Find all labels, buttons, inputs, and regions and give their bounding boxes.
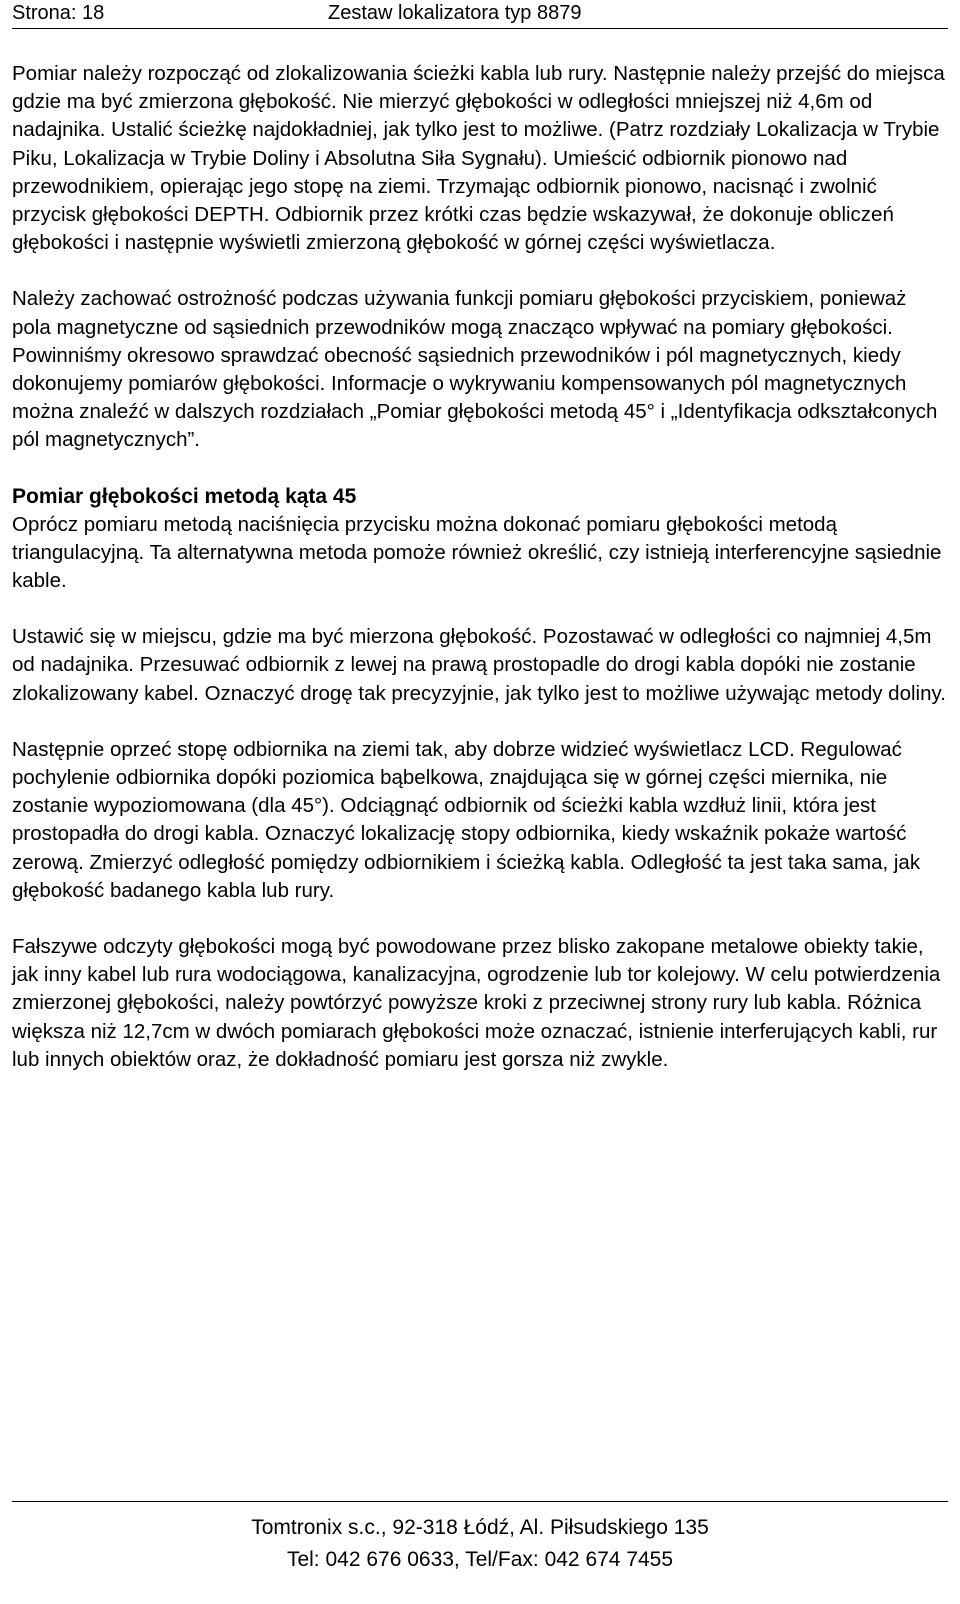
document-title: Zestaw lokalizatora typ 8879 — [328, 2, 582, 24]
paragraph-positioning: Ustawić się w miejscu, gdzie ma być mierzona głębokość. Pozostawać w odległości co najmniej 4,5m od nadajnika. Przesuwać odbiornik z lewej na prawą prostopadle do drogi kabla dopóki nie zostanie zlokalizowany kabel. Oznaczyć drogę tak precyzyjnie, jak tylko jest to możliwe używając metody doliny. — [12, 625, 946, 705]
page-number: Strona: 18 — [12, 2, 105, 24]
paragraph-false-readings: Fałszywe odczyty głębokości mogą być powodowane przez blisko zakopane metalowe obiekty takie, jak inny kabel lub rura wodociągowa, kanalizacyjna, ogrodzenie lub tor kolejowy. W celu potwierdzenia zmierzonej głębokości, należy powtórzyć powyższe kroki z przeciwnej strony rury lub kabla. Różnica większa niż 12,7cm w dwóch pomiarach głębokości może oznaczać, istnienie interferujących kabli, rur lub innych obiektów oraz, że dokładność pomiaru jest gorsza niż zwykle. — [12, 935, 941, 1071]
footer-phone: Tel: 042 676 0633, Tel/Fax: 042 674 7455 — [286, 1548, 674, 1571]
paragraph-tilt-procedure: Następnie oprzeć stopę odbiornika na ziemi tak, aby dobrze widzieć wyświetlacz LCD. Regulować pochylenie odbiornika dopóki poziomica bąbelkowa, znajdująca się w górnej części miernika, nie zostanie wypoziomowana (dla 45°). Odciągnąć odbiornik od ścieżki kabla wzdłuż linii, która jest prostopadła do drogi kabla. Oznaczyć lokalizację stopy odbiornika, kiedy wskaźnik pokaże wartość zerową. Zmierzyć odległość pomiędzy odbiornikiem i ścieżką kabla. Odległość ta jest taka sama, jak głębokość badanego kabla lub rury. — [12, 737, 921, 902]
page-body — [12, 60, 948, 1074]
section-heading: Pomiar głębokości metodą kąta 45 — [12, 484, 357, 508]
page-footer — [0, 1512, 960, 1576]
paragraph-depth-caution: Należy zachować ostrożność podczas używania funkcji pomiaru głębokości przyciskiem, ponieważ pola magnetyczne od sąsiednich przewodników mogą znacząco wpływać na pomiary głębokości. Powinniśmy okresowo sprawdzać obecność sąsiednich przewodników i pól magnetycznych, kiedy dokonujemy pomiarów głębokości. Informacje o wykrywaniu kompensowanych pól magnetycznych można znaleźć w dalszych rozdziałach „Pomiar głębokości metodą 45° i „Identyfikacja odkształconych pól magnetycznych”. — [12, 287, 938, 452]
footer-divider — [12, 1501, 948, 1502]
footer-address: Tomtronix s.c., 92-318 Łódź, Al. Piłsudskiego 135 — [251, 1516, 709, 1539]
paragraph-triangulation-intro: Oprócz pomiaru metodą naciśnięcia przycisku można dokonać pomiaru głębokości metodą triangulacyjną. Ta alternatywna metoda pomoże również określić, czy istnieją interferencyjne sąsiednie kable. — [12, 512, 942, 593]
page-header — [12, 0, 948, 29]
paragraph-depth-procedure: Pomiar należy rozpocząć od zlokalizowania ścieżki kabla lub rury. Następnie należy przejść do miejsca gdzie ma być zmierzona głębokość. Nie mierzyć głębokości w odległości mniejszej niż 4,6m od nadajnika. Ustalić ścieżkę najdokładniej, jak tylko jest to możliwe. (Patrz rozdziały Lokalizacja w Trybie Piku, Lokalizacja w Trybie Doliny i Absolutna Siła Sygnału). Umieścić odbiornik pionowo nad przewodnikiem, opierając jego stopę na ziemi. Trzymając odbiornik pionowo, nacisnąć i zwolnić przycisk głębokości DEPTH. Odbiornik przez krótki czas będzie wskazywał, że dokonuje obliczeń głębokości i następnie wyświetli zmierzoną głębokość w górnej części wyświetlacza. — [12, 62, 945, 255]
